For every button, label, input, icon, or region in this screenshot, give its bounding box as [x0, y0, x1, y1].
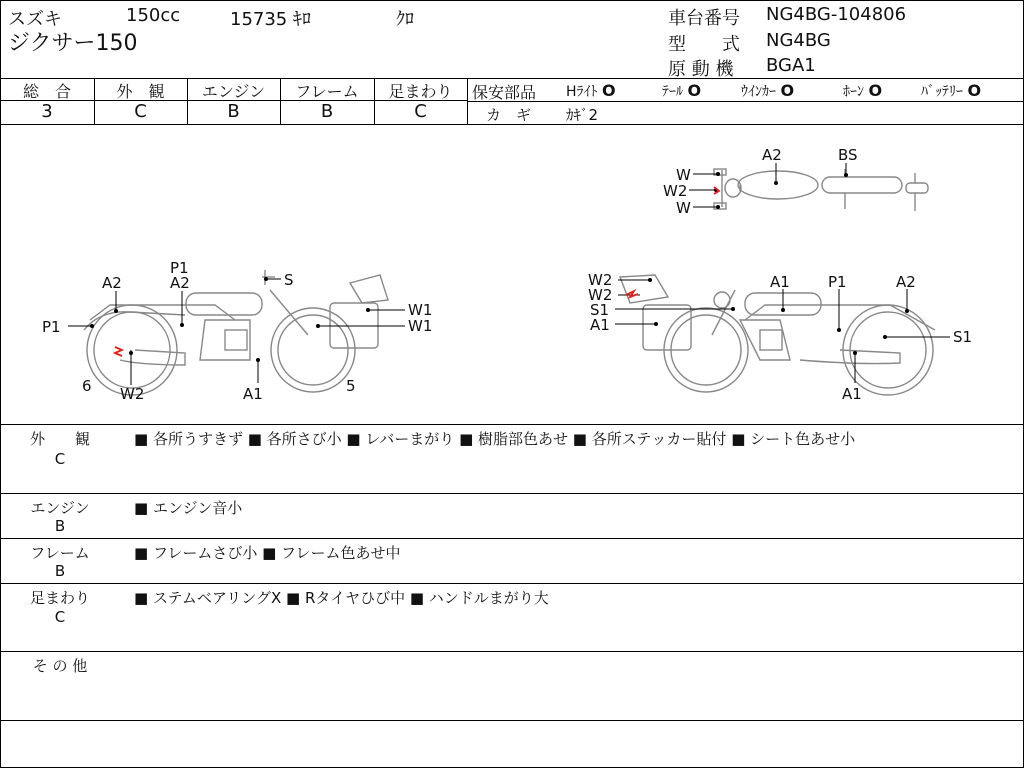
bike-top-view: [714, 169, 928, 211]
safety-item-mark: O: [601, 81, 616, 100]
safety-item-name: ﾎｰﾝ: [843, 84, 864, 100]
section-rule: [0, 493, 1024, 494]
section-suspension-title: 足まわり: [29, 589, 90, 607]
label-w-top: W: [676, 166, 691, 184]
key-value: ｶｷﾞ2: [566, 106, 599, 124]
label-right-a1-tank: A1: [770, 273, 790, 291]
label-right-w2-upper: W2: [588, 271, 613, 289]
safety-item-winker: [741, 81, 794, 101]
grade-exterior-value: C: [134, 101, 147, 122]
safety-item-name: ｳｲﾝｶｰ: [741, 84, 776, 100]
type-value: NG4BG: [766, 30, 831, 51]
key-label: カ ギ: [486, 106, 532, 124]
color: ｸﾛ: [396, 9, 414, 30]
safety-item-mark: O: [967, 81, 982, 100]
section-rule: [0, 720, 1024, 721]
safety-item-name: ﾊﾞｯﾃﾘｰ: [921, 84, 963, 100]
mileage: 15735 ｷﾛ: [230, 9, 311, 30]
section-exterior-title: 外 観: [29, 430, 90, 448]
label-left-p1-rear: P1: [42, 318, 61, 336]
label-left-a2-center: A2: [170, 274, 190, 292]
label-left-p1-top: P1: [170, 259, 189, 277]
safety-item-battery: [921, 81, 981, 101]
chassis-label: 車台番号: [668, 8, 740, 29]
label-right-w2-lower: W2: [588, 286, 613, 304]
label-right-a1-front: A1: [590, 316, 610, 334]
grade-overall-value: 3: [41, 101, 53, 122]
label-a2-top: A2: [762, 146, 782, 164]
safety-item-mark: O: [780, 81, 795, 100]
section-other-title: そ の 他: [32, 657, 88, 675]
section-rule: [0, 583, 1024, 584]
label-right-p1: P1: [828, 273, 847, 291]
type-label: 型 式: [668, 34, 740, 55]
safety-item-name: Hﾗｲﾄ: [566, 84, 598, 100]
safety-item-headlight: [566, 81, 616, 101]
bike-left-side-view: [84, 270, 388, 395]
safety-item-mark: O: [687, 81, 702, 100]
engine-label: 原 動 機: [668, 59, 734, 80]
label-left-5: 5: [346, 377, 356, 395]
grade-exterior-label: 外 観: [116, 82, 165, 101]
label-w2-top: W2: [663, 182, 688, 200]
grade-engine-value: B: [227, 101, 240, 122]
section-frame-text: ■ フレームさび小 ■ フレーム色あせ中: [134, 544, 401, 562]
section-frame-grade: B: [54, 562, 66, 580]
chassis-value: NG4BG-104806: [766, 4, 907, 25]
maker: スズキ: [8, 9, 62, 30]
label-left-w2: W2: [120, 385, 145, 403]
damage-mark-left-wheel: [115, 347, 122, 356]
grade-overall-label: 総 合: [22, 82, 71, 101]
safety-item-tail: [662, 81, 701, 101]
grade-frame-value: B: [320, 101, 334, 122]
grade-suspension-label: 足まわり: [388, 82, 453, 101]
grade-engine-label: エンジン: [201, 82, 266, 101]
label-bs: BS: [838, 146, 858, 164]
label-left-a1: A1: [243, 385, 263, 403]
label-right-a1-bottom: A1: [842, 385, 862, 403]
safety-label: 保安部品: [472, 83, 537, 102]
label-left-s: S: [284, 271, 294, 289]
section-suspension-text: ■ ステムベアリングX ■ Rタイヤひび中 ■ ハンドルまがり大: [134, 589, 549, 607]
label-left-w1-upper: W1: [408, 301, 433, 319]
section-engine-title: エンジン: [30, 499, 90, 517]
grade-col-divider: [467, 78, 468, 124]
safety-item-mark: O: [868, 81, 883, 100]
label-left-w1-lower: W1: [408, 317, 433, 335]
model-name: ジクサー150: [8, 31, 138, 56]
grade-suspension-value: C: [414, 101, 427, 122]
safety-mid-rule: [467, 101, 1024, 102]
damage-diagram: [0, 125, 1024, 425]
section-exterior-text: ■ 各所うすきず ■ 各所さび小 ■ レバーまがり ■ 樹脂部色あせ ■ 各所ステッカー貼付 ■ シート色あせ小: [134, 430, 856, 448]
label-left-a2-rear: A2: [102, 274, 122, 292]
engine-value: BGA1: [766, 55, 816, 76]
safety-item-name: ﾃｰﾙ: [662, 84, 683, 100]
label-right-s1-rear: S1: [953, 328, 973, 346]
section-rule: [0, 651, 1024, 652]
section-suspension-grade: C: [54, 608, 66, 626]
bike-right-side-view: [620, 275, 935, 395]
section-exterior-grade: C: [54, 450, 66, 468]
section-rule: [0, 424, 1024, 425]
safety-item-horn: [843, 81, 882, 101]
section-rule: [0, 538, 1024, 539]
grade-frame-label: フレーム: [295, 82, 359, 101]
displacement: 150cc: [126, 5, 181, 26]
section-frame-title: フレーム: [30, 544, 90, 562]
label-right-s1-front: S1: [590, 301, 610, 319]
label-w-bottom: W: [676, 199, 691, 217]
label-left-6: 6: [82, 377, 92, 395]
section-engine-grade: B: [54, 517, 66, 535]
label-right-a2: A2: [896, 273, 916, 291]
section-engine-text: ■ エンジン音小: [134, 499, 243, 517]
